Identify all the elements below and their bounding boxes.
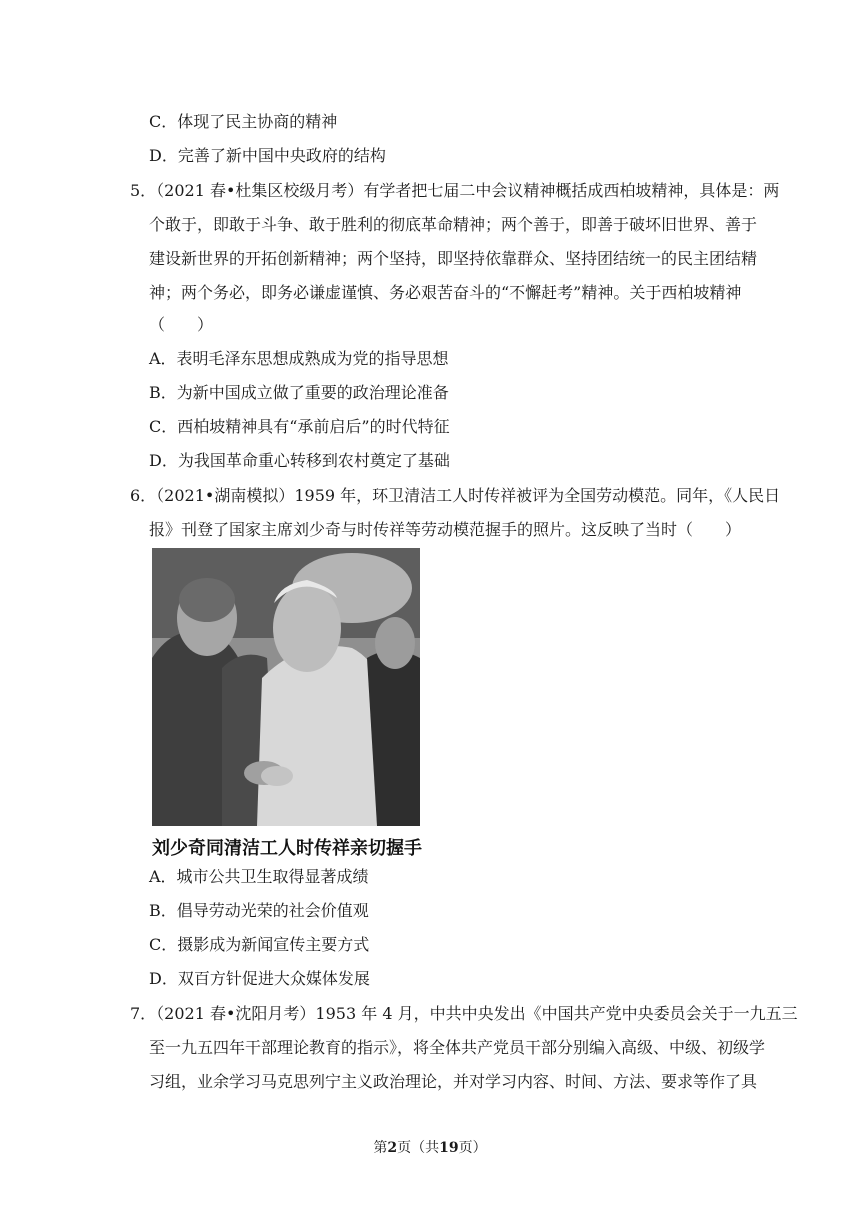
handshake-photo [152, 548, 420, 826]
q7-stem-line-3: 习组，业余学习马克思列宁主义政治理论，并对学习内容、时间、方法、要求等作了具 [149, 1072, 758, 1091]
q5-stem-line-3: 建设新世界的开拓创新精神；两个坚持，即坚持依靠群众、坚持团结统一的民主团结精 [149, 249, 758, 268]
footer-suffix: 页） [458, 1140, 487, 1156]
current-page-number: 2 [387, 1140, 398, 1156]
q5-option-d: D．为我国革命重心转移到农村奠定了基础 [149, 451, 450, 470]
footer-middle: 页（共 [397, 1140, 440, 1156]
q7-stem-line-2: 至一九五四年干部理论教育的指示》，将全体共产党员干部分别编入高级、中级、初级学 [149, 1038, 766, 1057]
q6-stem-line-1: 6．（2021•湖南模拟）1959 年，环卫清洁工人时传祥被评为全国劳动模范。同年，《人民日 [130, 486, 781, 505]
q6-option-d: D．双百方针促进大众媒体发展 [149, 969, 370, 988]
q6-option-b: B．倡导劳动光荣的社会价值观 [149, 901, 369, 920]
q4-option-c: C．体现了民主协商的精神 [149, 112, 338, 131]
q6-option-a: A．城市公共卫生取得显著成绩 [149, 867, 369, 886]
total-page-count: 19 [439, 1140, 459, 1156]
q5-stem-line-1: 5．（2021 春•杜集区校级月考）有学者把七届二中会议精神概括成西柏坡精神，具体是：两 [130, 181, 780, 200]
footer-prefix: 第 [373, 1140, 388, 1156]
q4-option-d: D．完善了新中国中央政府的结构 [149, 146, 386, 165]
photo-caption: 刘少奇同清洁工人时传祥亲切握手 [152, 838, 422, 859]
q5-stem-line-4: 神；两个务必，即务必谦虚谨慎、务必艰苦奋斗的“不懈赶考”精神。关于西柏坡精神 [149, 283, 742, 302]
q5-answer-blank: （ ） [149, 315, 214, 334]
q5-stem-line-2: 个敢于，即敢于斗争、敢于胜利的彻底革命精神；两个善于，即善于破坏旧世界、善于 [149, 215, 758, 234]
q6-stem-line-2: 报》刊登了国家主席刘少奇与时传祥等劳动模范握手的照片。这反映了当时（ ） [149, 520, 742, 539]
q5-option-c: C．西柏坡精神具有“承前启后”的时代特征 [149, 417, 450, 436]
q5-option-b: B．为新中国成立做了重要的政治理论准备 [149, 383, 449, 402]
q6-option-c: C．摄影成为新闻宣传主要方式 [149, 935, 370, 954]
q5-option-a: A．表明毛泽东思想成熟成为党的指导思想 [149, 349, 449, 368]
q7-stem-line-1: 7．（2021 春•沈阳月考）1953 年 4 月，中共中央发出《中国共产党中央委员会关于一九五三 [130, 1004, 798, 1023]
page-footer [0, 1137, 860, 1157]
